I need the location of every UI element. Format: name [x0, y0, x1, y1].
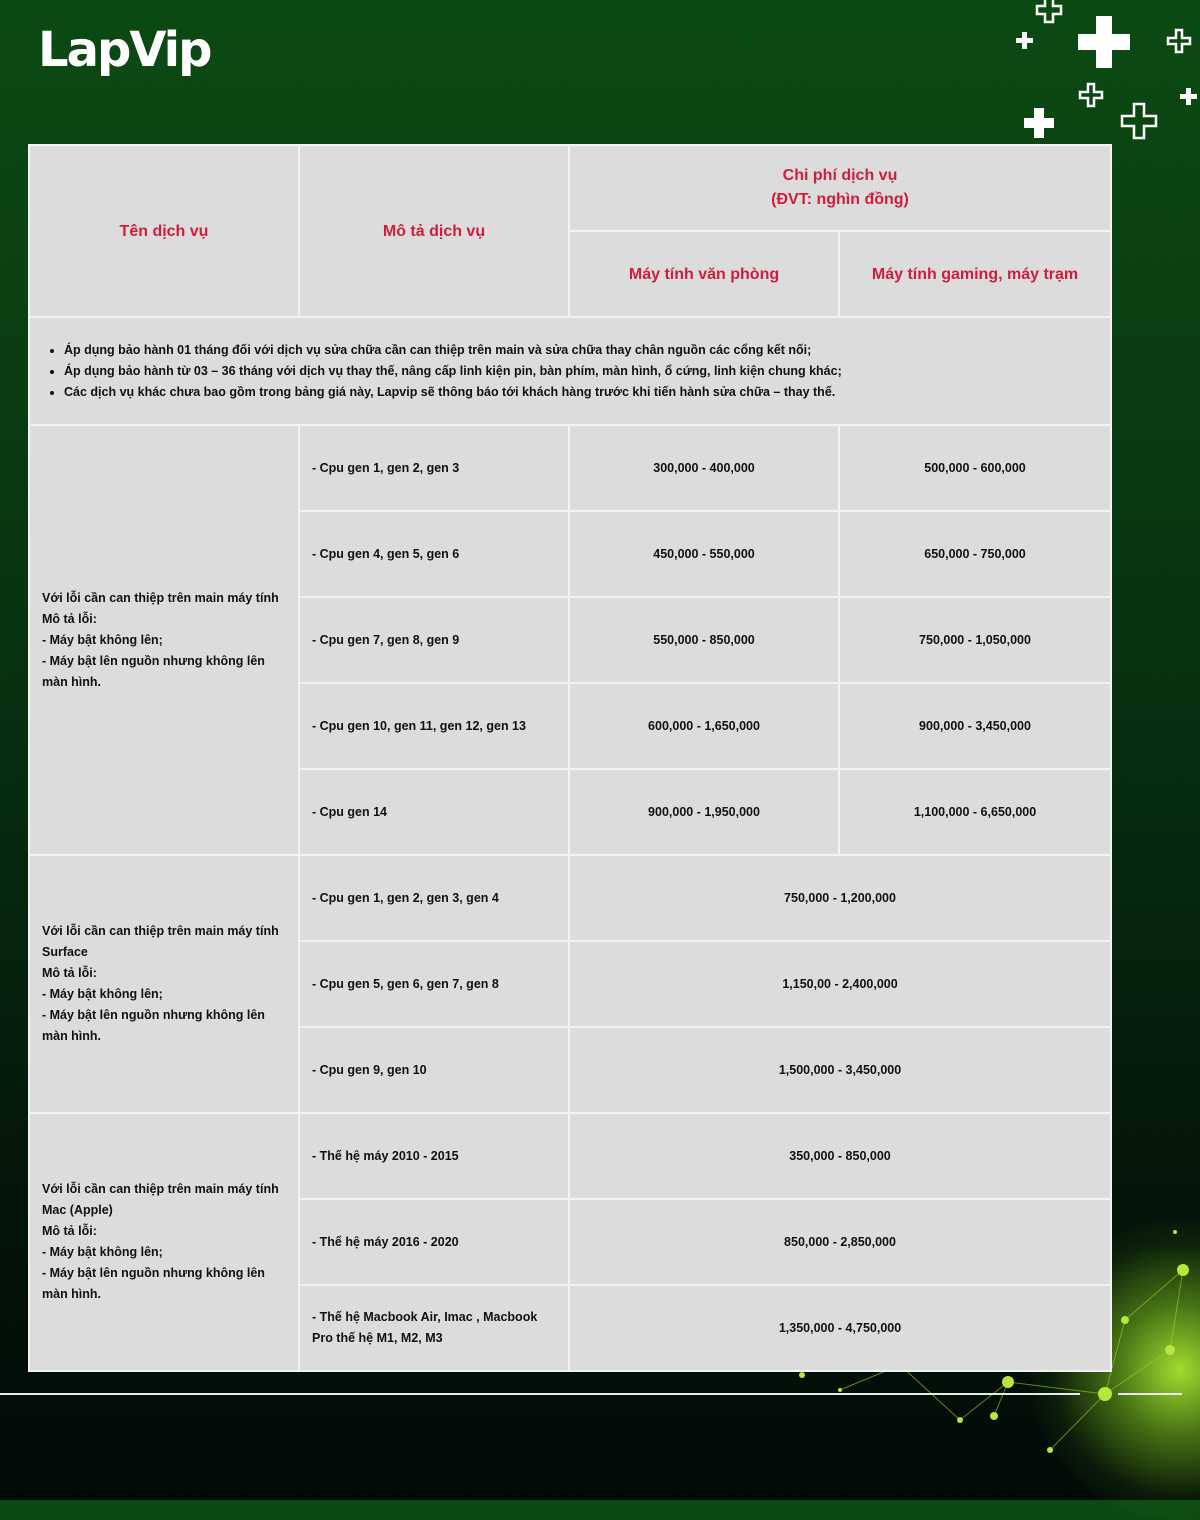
service-line: - Máy bật không lên;	[42, 632, 163, 647]
price-office: 300,000 - 400,000	[569, 425, 839, 511]
price-gaming: 500,000 - 600,000	[839, 425, 1111, 511]
service-line: Với lỗi cần can thiệp trên main máy tính Surface	[42, 924, 279, 959]
header-office: Máy tính văn phòng	[569, 231, 839, 317]
row-desc: - Cpu gen 1, gen 2, gen 3, gen 4	[299, 855, 569, 941]
row-desc: - Thế hệ máy 2016 - 2020	[299, 1199, 569, 1285]
warranty-notes	[29, 317, 1111, 425]
header-service-name: Tên dịch vụ	[29, 145, 299, 317]
price-office: 450,000 - 550,000	[569, 511, 839, 597]
table-row	[29, 1113, 1111, 1199]
row-desc: - Cpu gen 1, gen 2, gen 3	[299, 425, 569, 511]
notes-list	[44, 340, 1094, 403]
service-mac-main	[29, 1113, 299, 1371]
service-line: Mô tả lỗi:	[42, 1224, 97, 1238]
header-cost	[569, 145, 1111, 231]
row-desc: - Cpu gen 9, gen 10	[299, 1027, 569, 1113]
price-office: 900,000 - 1,950,000	[569, 769, 839, 855]
bottom-divider-short	[1118, 1393, 1182, 1395]
header-gaming: Máy tính gaming, máy trạm	[839, 231, 1111, 317]
service-surface-main	[29, 855, 299, 1113]
note-item: • Áp dụng bảo hành 01 tháng đối với dịch vụ sửa chữa cần can thiệp trên main và sửa chữa thay chân nguồn các cổng kết nối;	[64, 340, 1094, 361]
price-office: 550,000 - 850,000	[569, 597, 839, 683]
price-gaming: 1,100,000 - 6,650,000	[839, 769, 1111, 855]
price-merged: 350,000 - 850,000	[569, 1113, 1111, 1199]
service-line: Với lỗi cần can thiệp trên main máy tính	[42, 590, 279, 605]
price-gaming: 750,000 - 1,050,000	[839, 597, 1111, 683]
service-line: - Máy bật không lên;	[42, 1245, 163, 1259]
price-merged: 1,150,00 - 2,400,000	[569, 941, 1111, 1027]
service-line: - Máy bật lên nguồn nhưng không lên màn hình.	[42, 1266, 265, 1301]
plus-decoration-icon	[1010, 0, 1200, 150]
service-line: - Máy bật không lên;	[42, 987, 163, 1001]
service-line: - Máy bật lên nguồn nhưng không lên màn hình.	[42, 1008, 265, 1043]
row-desc: - Thế hệ máy 2010 - 2015	[299, 1113, 569, 1199]
note-item: • Các dịch vụ khác chưa bao gồm trong bảng giá này, Lapvip sẽ thông báo tới khách hàng trước khi tiến hành sửa chữa – thay thế.	[64, 382, 1094, 403]
header-service-desc: Mô tả dịch vụ	[299, 145, 569, 317]
row-desc: - Cpu gen 14	[299, 769, 569, 855]
service-line: - Máy bật lên nguồn nhưng không lên màn hình.	[42, 653, 265, 689]
price-merged: 750,000 - 1,200,000	[569, 855, 1111, 941]
table-row	[29, 425, 1111, 511]
price-office: 600,000 - 1,650,000	[569, 683, 839, 769]
row-desc: - Cpu gen 7, gen 8, gen 9	[299, 597, 569, 683]
header-cost-unit: (ĐVT: nghìn đồng)	[771, 191, 909, 208]
price-gaming: 900,000 - 3,450,000	[839, 683, 1111, 769]
price-merged: 1,350,000 - 4,750,000	[569, 1285, 1111, 1371]
price-merged: 850,000 - 2,850,000	[569, 1199, 1111, 1285]
row-desc: - Cpu gen 10, gen 11, gen 12, gen 13	[299, 683, 569, 769]
price-table	[28, 144, 1112, 1372]
row-desc: - Cpu gen 4, gen 5, gen 6	[299, 511, 569, 597]
service-line: Với lỗi cần can thiệp trên main máy tính Mac (Apple)	[42, 1182, 279, 1217]
service-laptop-main	[29, 425, 299, 855]
header-cost-title: Chi phí dịch vụ	[782, 167, 898, 184]
bottom-divider	[0, 1393, 1080, 1395]
row-desc: - Thế hệ Macbook Air, Imac , Macbook Pro thế hệ M1, M2, M3	[299, 1285, 569, 1371]
service-line: Mô tả lỗi:	[42, 966, 97, 980]
brand-logo: LapVip	[38, 22, 211, 78]
service-line: Mô tả lỗi:	[42, 611, 97, 626]
table-row	[29, 855, 1111, 941]
row-desc: - Cpu gen 5, gen 6, gen 7, gen 8	[299, 941, 569, 1027]
price-gaming: 650,000 - 750,000	[839, 511, 1111, 597]
price-merged: 1,500,000 - 3,450,000	[569, 1027, 1111, 1113]
note-item: • Áp dụng bảo hành từ 03 – 36 tháng với dịch vụ thay thế, nâng cấp linh kiện pin, bàn phím, màn hình, ổ cứng, linh kiện chung khác;	[64, 361, 1094, 382]
